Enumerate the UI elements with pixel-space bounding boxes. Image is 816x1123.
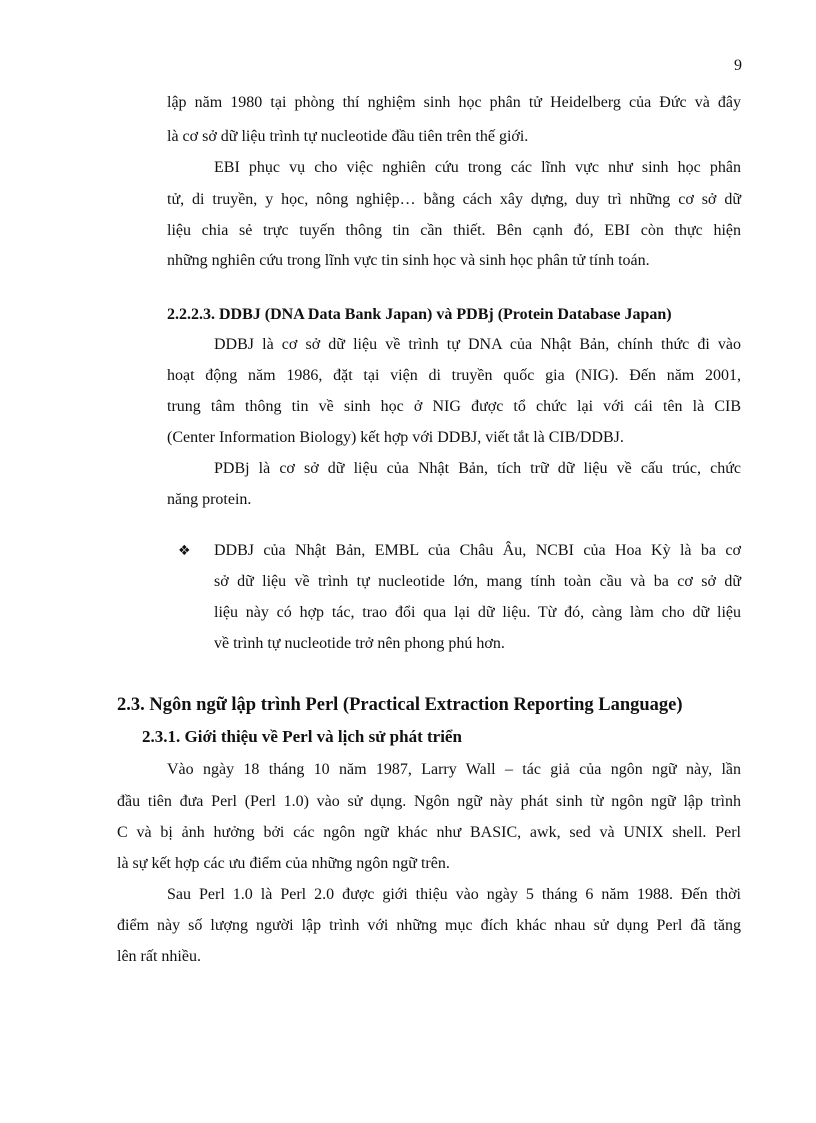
- text-line: Vào ngày 18 tháng 10 năm 1987, Larry Wall – tác giả của ngôn ngữ này, lần: [167, 761, 741, 778]
- text-line: năng protein.: [167, 491, 252, 508]
- text-line: là sự kết hợp các ưu điểm của những ngôn ngữ trên.: [117, 855, 450, 872]
- text-line: tử, di truyền, y học, nông nghiệp… bằng cách xây dựng, duy trì những cơ sở dữ: [167, 191, 741, 208]
- text-line: đầu tiên đưa Perl (Perl 1.0) vào sử dụng. Ngôn ngữ này phát sinh từ ngôn ngữ lập trình: [117, 793, 741, 810]
- text-line: liệu chia sẻ trực tuyến thông tin cần thiết. Bên cạnh đó, EBI còn thực hiện: [167, 222, 741, 239]
- text-line: những nghiên cứu trong lĩnh vực tin sinh học và sinh học phân tử tính toán.: [167, 252, 650, 269]
- text-line: hoạt động năm 1986, đặt tại viện di truyền quốc gia (NIG). Đến năm 2001,: [167, 367, 741, 384]
- section-heading-2-3: 2.3. Ngôn ngữ lập trình Perl (Practical Extraction Reporting Language): [117, 695, 683, 715]
- subsection-heading-2-3-1: 2.3.1. Giới thiệu về Perl và lịch sử phát triển: [142, 727, 462, 746]
- diamond-bullet-icon: ❖: [178, 543, 191, 559]
- text-line: điểm này số lượng người lập trình với những mục đích khác nhau sử dụng Perl đã tăng: [117, 917, 741, 934]
- text-line: trung tâm thông tin về sinh học ở NIG được tổ chức lại với cái tên là CIB: [167, 398, 741, 415]
- text-line: sở dữ liệu về trình tự nucleotide lớn, mang tính toàn cầu và ba cơ sở dữ: [214, 573, 741, 590]
- page-number: 9: [734, 57, 742, 74]
- text-line: DDBJ là cơ sở dữ liệu về trình tự DNA của Nhật Bản, chính thức đi vào: [214, 336, 741, 353]
- section-heading-2-2-2-3: 2.2.2.3. DDBJ (DNA Data Bank Japan) và PDBj (Protein Database Japan): [167, 306, 672, 323]
- text-line: lập năm 1980 tại phòng thí nghiệm sinh học phân tử Heidelberg của Đức và đây: [167, 94, 741, 111]
- text-line: C và bị ảnh hưởng bởi các ngôn ngữ khác như BASIC, awk, sed và UNIX shell. Perl: [117, 824, 741, 841]
- text-line: (Center Information Biology) kết hợp với DDBJ, viết tắt là CIB/DDBJ.: [167, 429, 624, 446]
- text-line: EBI phục vụ cho việc nghiên cứu trong các lĩnh vực như sinh học phân: [214, 159, 741, 176]
- text-line: liệu này có hợp tác, trao đổi qua lại dữ liệu. Từ đó, càng làm cho dữ liệu: [214, 604, 741, 621]
- text-line: lên rất nhiều.: [117, 948, 201, 965]
- text-line: Sau Perl 1.0 là Perl 2.0 được giới thiệu vào ngày 5 tháng 6 năm 1988. Đến thời: [167, 886, 741, 903]
- text-line: về trình tự nucleotide trở nên phong phú hơn.: [214, 635, 505, 652]
- text-line: PDBj là cơ sở dữ liệu của Nhật Bản, tích trữ dữ liệu về cấu trúc, chức: [214, 460, 741, 477]
- text-line: DDBJ của Nhật Bản, EMBL của Châu Âu, NCBI của Hoa Kỳ là ba cơ: [214, 542, 741, 559]
- text-line: là cơ sở dữ liệu trình tự nucleotide đầu tiên trên thế giới.: [167, 128, 529, 145]
